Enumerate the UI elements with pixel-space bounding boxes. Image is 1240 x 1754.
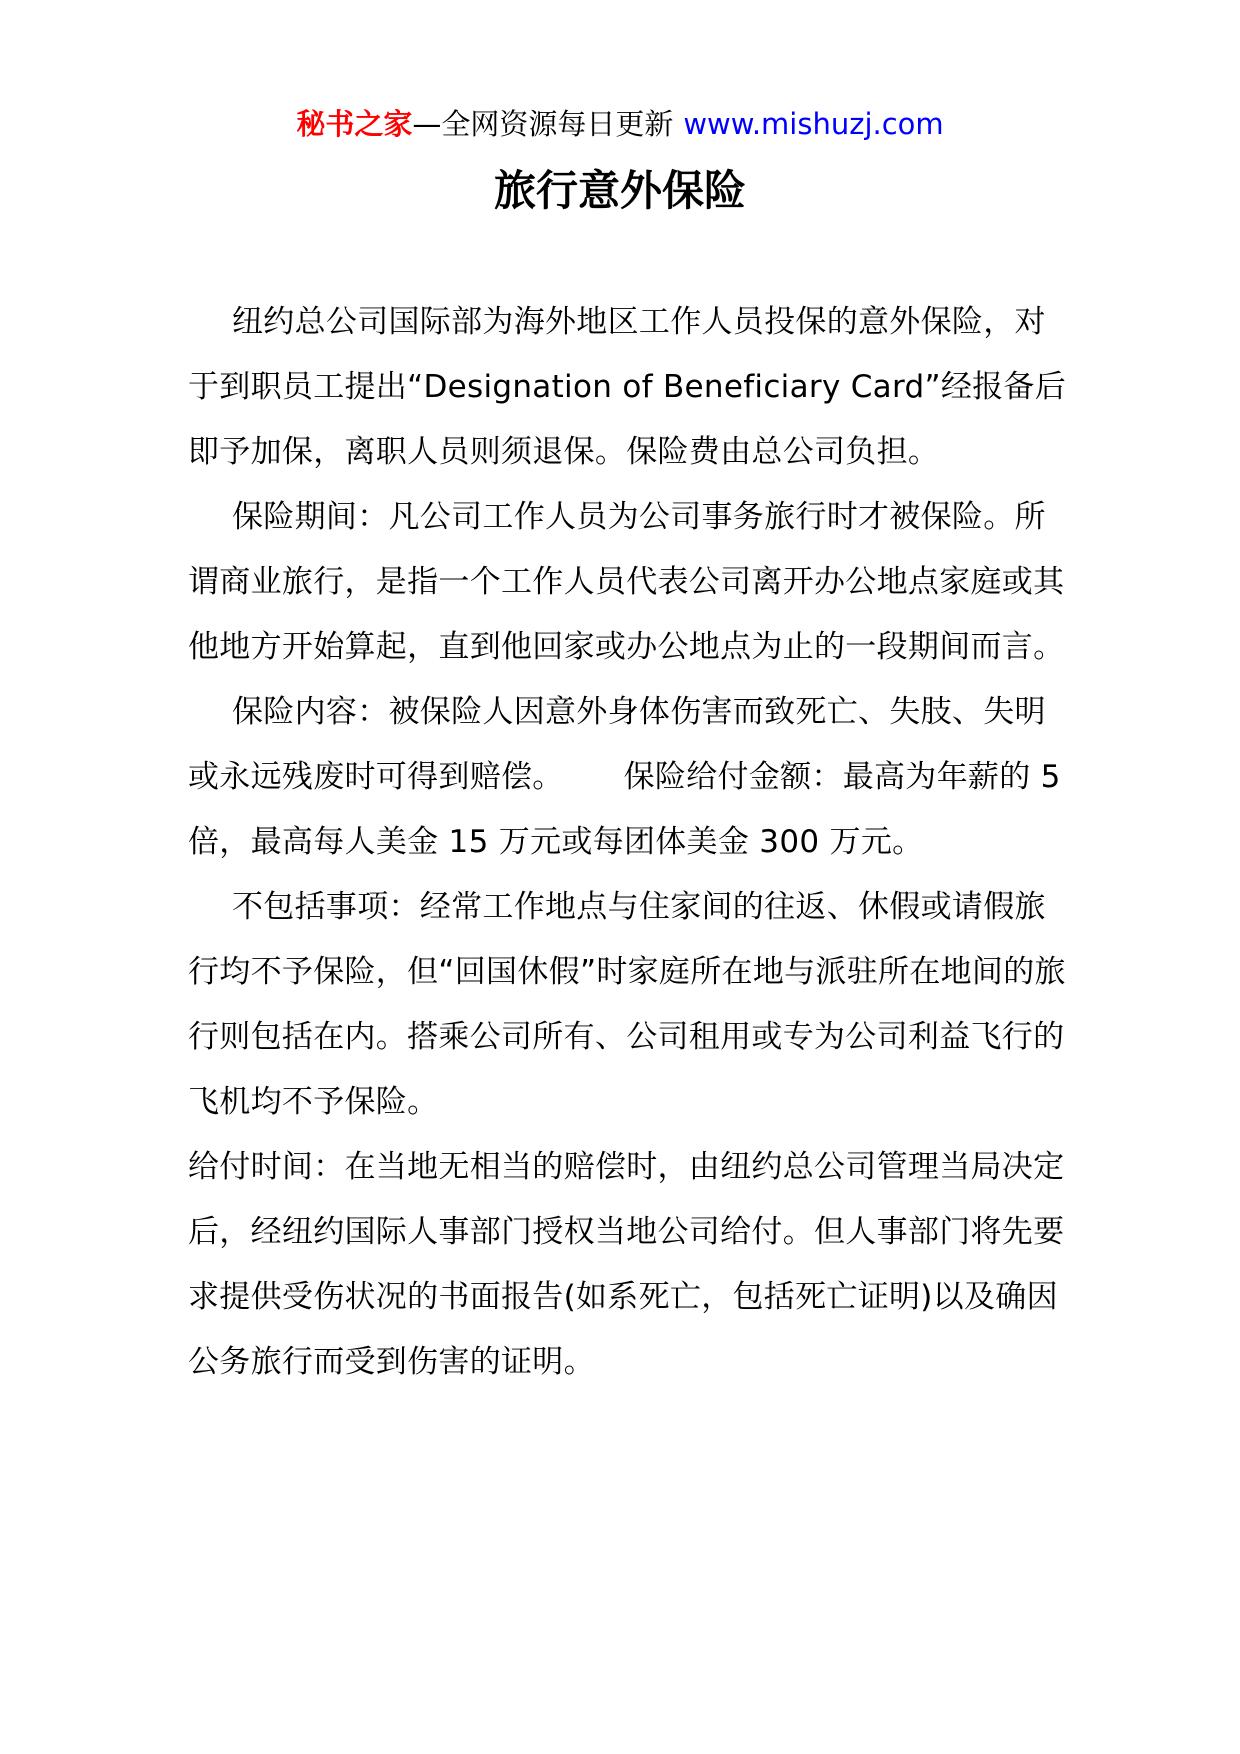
paragraph-intro: 纽约总公司国际部为海外地区工作人员投保的意外保险，对于到职员工提出“Designation of Beneficiary Card”经报备后即予加保，离职人员则须退保。保险费由总公司负担。: [188, 304, 1067, 470]
site-header: [0, 102, 1240, 146]
document-body: [188, 290, 1073, 1395]
paragraph-insurance-period: 保险期间：凡公司工作人员为公司事务旅行时才被保险。所谓商业旅行，是指一个工作人员代表公司离开办公地点家庭或其他地方开始算起，直到他回家或办公地点为止的一段期间而言。: [188, 499, 1065, 665]
coverage-text: 保险内容：被保险人因意外身体伤害而致死亡、失肢、失明或永远残废时可得到赔偿。: [188, 694, 1046, 795]
site-url-link[interactable]: www.mishuzj.com: [683, 107, 944, 141]
document-title: 旅行意外保险: [493, 166, 746, 215]
paragraph-exclusions: 不包括事项：经常工作地点与住家间的往返、休假或请假旅行均不予保险，但“回国休假”时家庭所在地与派驻所在地间的旅行则包括在内。搭乘公司所有、公司租用或专为公司利益飞行的飞机均不予保险。: [188, 889, 1066, 1120]
brand-name: 秘书之家: [296, 107, 413, 141]
paragraph-coverage: [188, 680, 1073, 875]
paragraph-payment-time: 给付时间：在当地无相当的赔偿时，由纽约总公司管理当局决定后，经纽约国际人事部门授权当地公司给付。但人事部门将先要求提供受伤状况的书面报告(如系死亡，包括死亡证明)以及确因公务旅行而受到伤害的证明。: [188, 1149, 1065, 1380]
site-tagline: —全网资源每日更新: [412, 107, 674, 141]
payout-amount-text: 保险给付金额：最高为年薪的 5 倍，最高每人美金 15 万元或每团体美金 300 万元。: [188, 759, 1061, 860]
